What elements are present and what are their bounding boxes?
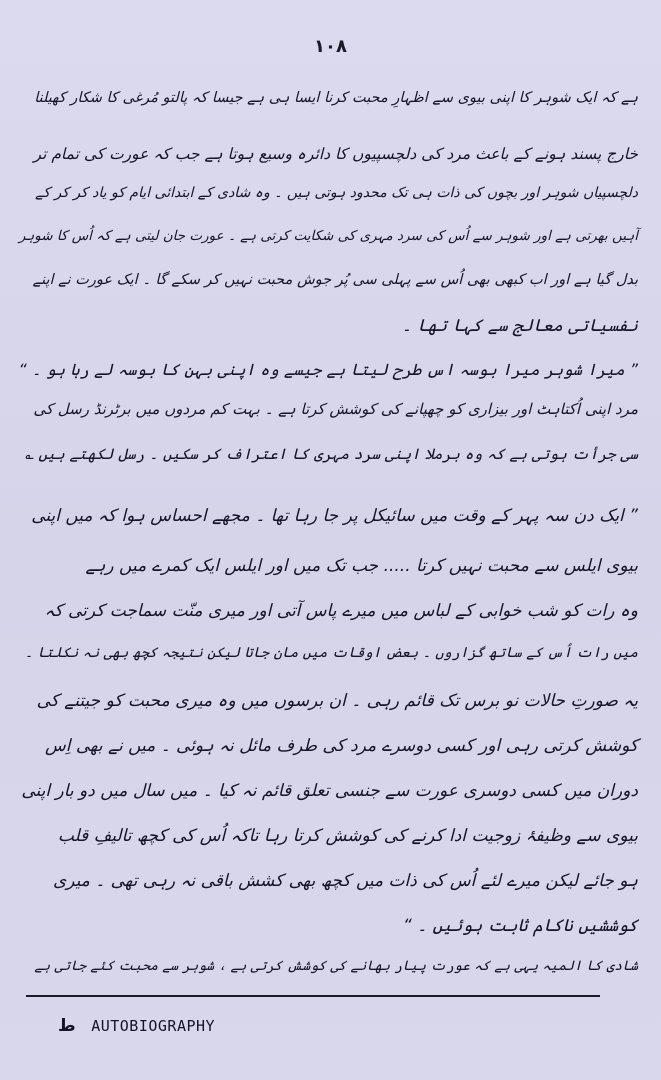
text-line: نفسیاتی معالج سے کہا تھا ۔ <box>401 316 638 336</box>
footer <box>58 1016 215 1036</box>
text-line: بدل گیا ہے اور اب کبھی بھی اُس سے پہلی سی پُر جوش محبت نہیں کر سکے گا ۔ ایک عورت نے اپنے <box>32 272 638 288</box>
text-line: ہے کہ ایک شوہر کا اپنی بیوی سے اظہارِ محبت کرنا ایسا ہی ہے جیسا کہ پالتو مُرغی کا شکار کھیلنا <box>34 90 638 106</box>
quote-line: دوران میں کسی دوسری عورت سے جنسی تعلق قائم نہ کیا ۔ میں سال میں دو بار اپنی <box>21 781 638 801</box>
text-line: خارج پسند ہونے کے باعث مرد کی دلچسپیوں کا دائرہ وسیع ہوتا ہے جب کہ عورت کی تمام تر <box>33 145 638 163</box>
quote-line: کوشش کرتی رہی اور کسی دوسرے مرد کی طرف مائل نہ ہوئی ۔ میں نے بھی اِس <box>44 736 638 756</box>
quote-line: بیوی سے وظیفۂ زوجیت ادا کرنے کی کوشش کرتا رہا تاکہ اُس کی کچھ تالیفِ قلب <box>57 826 638 846</box>
text-line: آہیں بھرتی ہے اور شوہر سے اُس کی سرد مہری کی شکایت کرتی ہے ۔ عورت جان لیتی ہے کہ اُس کا شوہر <box>18 228 638 244</box>
text-line: شادی کا المیہ یہی ہے کہ عورت پیار بھانے کی کوشش کرتی ہے ، شوہر سے محبت کئے جاتی ہے <box>34 958 638 974</box>
quote-line: یہ صورتِ حالات نو برس تک قائم رہی ۔ ان برسوں میں وہ میری محبت کو جیتنے کی <box>36 691 638 711</box>
footer-label: AUTOBIOGRAPHY <box>91 1017 216 1035</box>
quote-line: ہو جائے لیکن میرے لئے اُس کی ذات میں کچھ بھی کشش باقی نہ رہی تھی ۔ میری <box>52 871 638 891</box>
page-number: ۱۰۸ <box>314 36 347 57</box>
footer-mark: ط <box>58 1016 76 1036</box>
quote-line: وہ رات کو شب خوابی کے لباس میں میرے پاس آتی اور میری منّت سماجت کرتی کہ <box>44 601 638 621</box>
quote-line: ” میرا شوہر میرا بوسہ اس طرح لیتا ہے جیسے وہ اپنی بہن کا بوسہ لے رہا ہو ۔ “ <box>18 360 638 379</box>
text-line: دلچسپیاں شوہر اور بچوں کی ذات ہی تک محدود ہوتی ہیں ۔ وہ شادی کے ابتدائی ایام کو یاد کر کر کے <box>35 185 638 201</box>
quote-line: کوششیں ناکام ثابت ہوئیں ۔ “ <box>402 916 638 936</box>
quote-line: بیوی ایلس سے محبت نہیں کرتا ..... جب تک میں اور ایلس ایک کمرے میں رہے <box>85 556 638 576</box>
text-line: سی جرأت ہوتی ہے کہ وہ برملا اپنی سرد مہری کا اعتراف کر سکیں ۔ رسل لکھتے ہیں ؎ <box>24 445 638 463</box>
footer-divider <box>26 995 600 997</box>
text-line: مرد اپنی اُکتاہٹ اور بیزاری کو چھپانے کی کوشش کرتا ہے ۔ بہت کم مردوں میں برٹرنڈ رسل کی <box>33 400 638 418</box>
quote-line: میں رات اُس کے ساتھ گزاروں ۔ بعض اوقات میں مان جاتا لیکن نتیجہ کچھ بھی نہ نکلتا ۔ <box>24 645 638 661</box>
quote-line: ” ایک دن سہ پہر کے وقت میں سائیکل پر جا رہا تھا ۔ مجھے احساس ہوا کہ میں اپنی <box>31 506 638 526</box>
